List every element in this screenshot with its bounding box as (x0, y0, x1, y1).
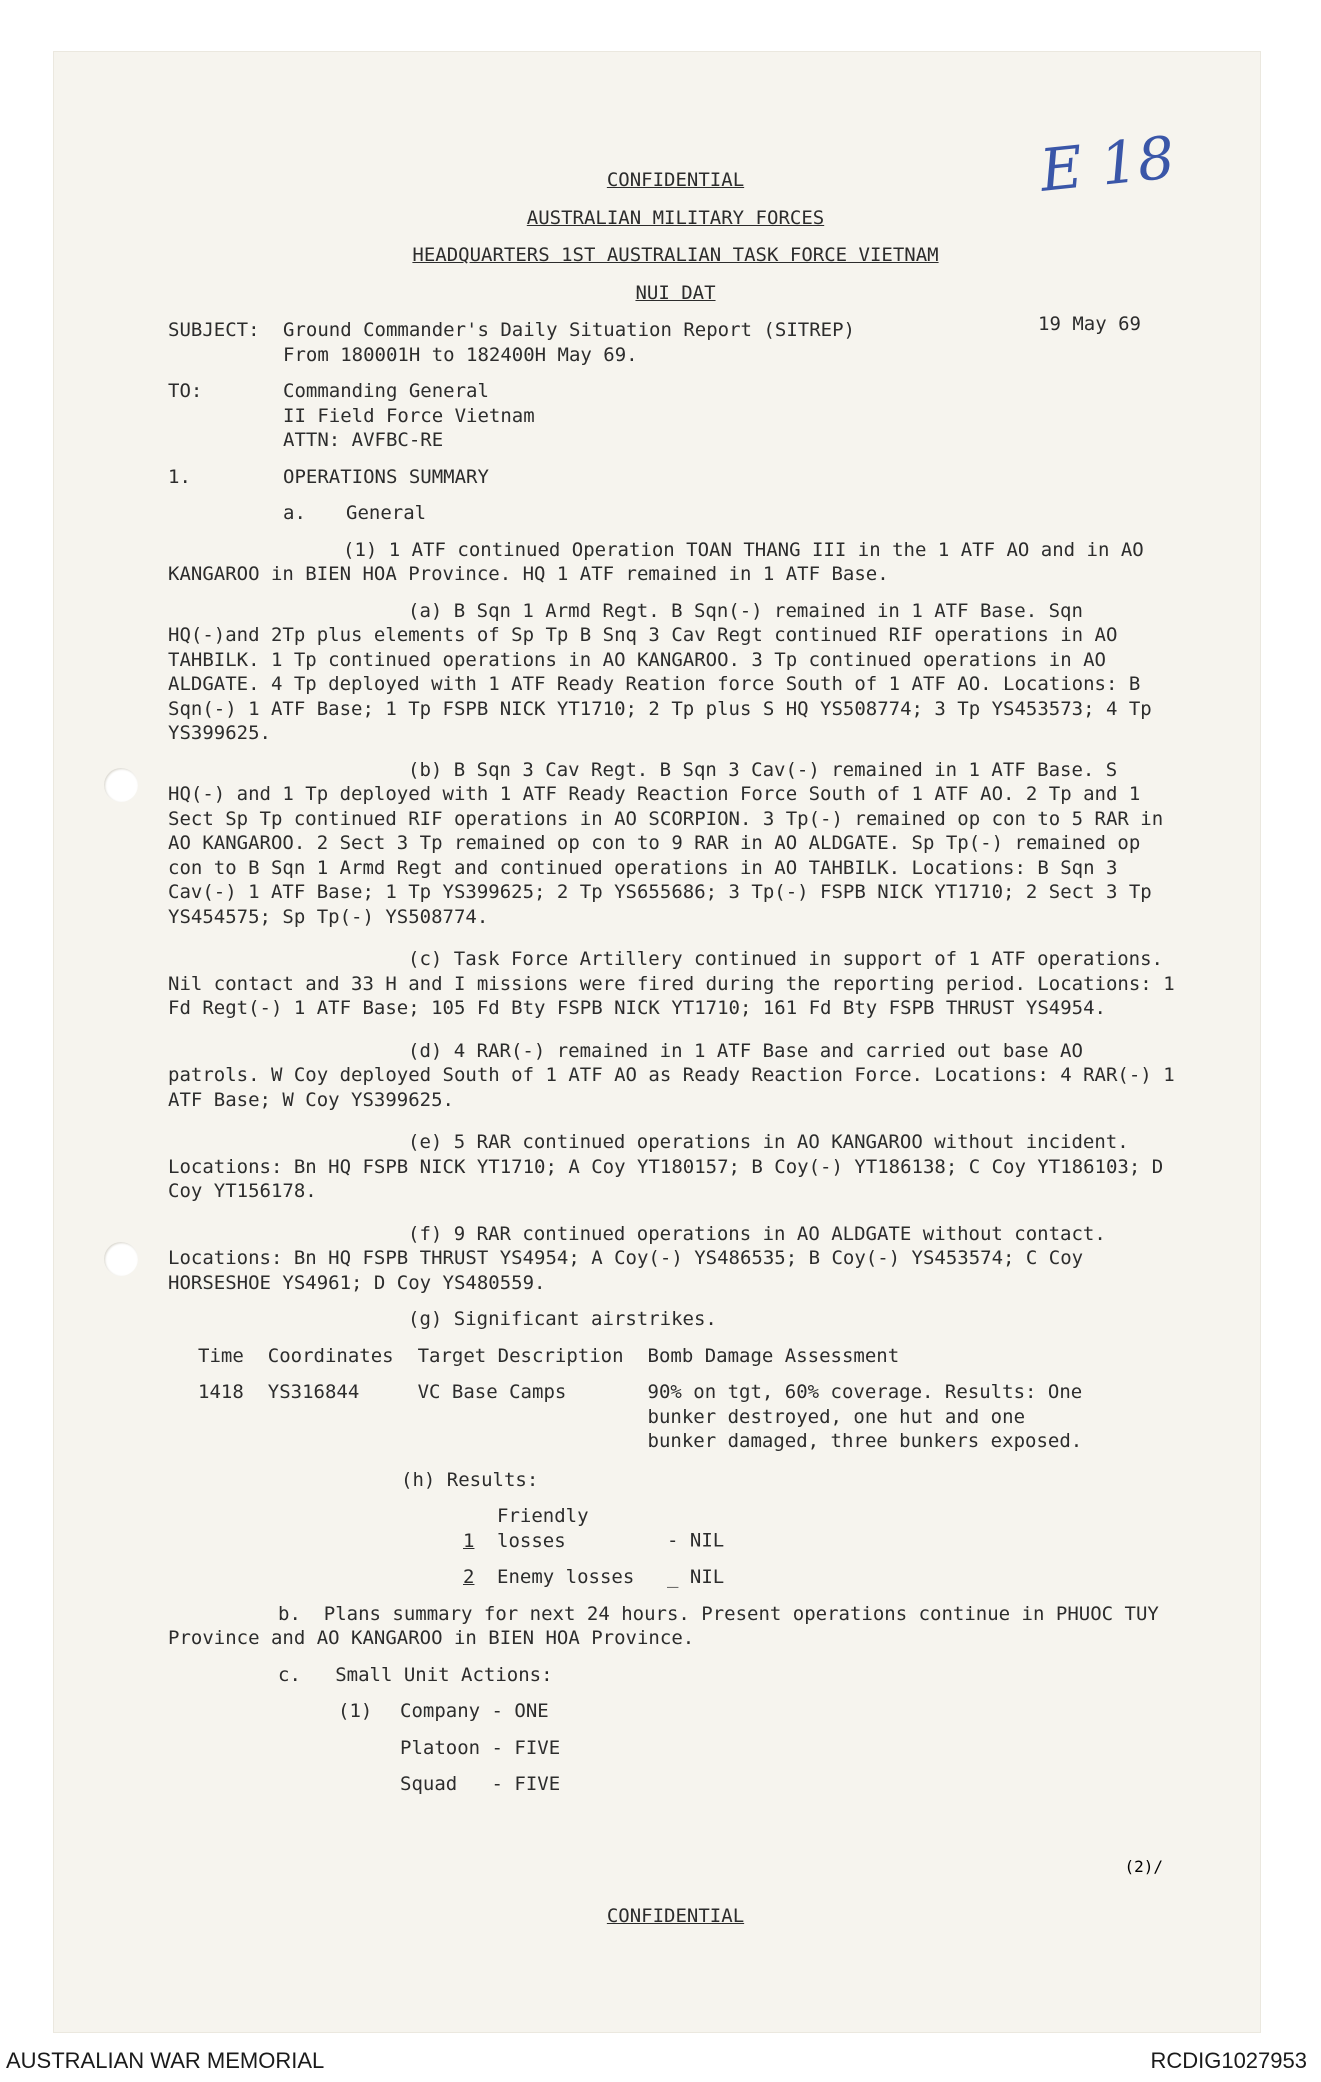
col-coordinates: Coordinates (267, 1344, 394, 1367)
plans-text: Plans summary for next 24 hours. Present operations continue in PHUOC TUY Province and AO KANGAROO in BIEN HOA Province. (168, 1602, 1171, 1649)
org-header: AUSTRALIAN MILITARY FORCES (526, 206, 825, 229)
hq-header: HEADQUARTERS 1ST AUSTRALIAN TASK FORCE VIETNAM (412, 244, 939, 266)
report-date: 19 May 69 (1038, 313, 1141, 335)
small-unit-item-label: (1) (338, 1700, 373, 1722)
result-1-value: - NIL (667, 1529, 725, 1552)
to-line-2: II Field Force Vietnam (283, 404, 535, 427)
paragraph-c: (c) Task Force Artillery continued in support of 1 ATF operations. Nil contact and 33 H and I missions were fired during the reporting period. Locations: 1 Fd Regt(-) 1 ATF Base; 105 Fd Bty FSPB NICK YT1710; 161 Fd Bty FSPB THRUST YS4954. (168, 948, 1187, 1019)
result-2-label: Enemy losses (497, 1566, 635, 1588)
result-1-label: Friendly losses (497, 1505, 589, 1552)
cell-target: VC Base Camps (417, 1381, 567, 1403)
company-count: Company - ONE (400, 1700, 549, 1722)
squad-count: Squad - FIVE (400, 1773, 561, 1795)
page-footer-area (168, 0, 1187, 2082)
platoon-count: Platoon - FIVE (400, 1736, 561, 1759)
handwritten-annotation: E 18 (1036, 123, 1178, 205)
cell-coordinates: YS316844 (267, 1381, 360, 1403)
cell-bda: 90% on tgt, 60% coverage. Results: One bunker destroyed, one hut and one bunker damaged, three bunkers exposed. (647, 1381, 1083, 1452)
col-target: Target Description (417, 1344, 624, 1367)
paragraph-d: (d) 4 RAR(-) remained in 1 ATF Base and carried out base AO patrols. W Coy deployed South of 1 ATF AO as Ready Reaction Force. Locations: 4 RAR(-) 1 ATF Base; W Coy YS399625. (168, 1039, 1187, 1111)
paragraph-g: (g) Significant airstrikes. (408, 1308, 717, 1330)
archive-id: RCDIG1027953 (1150, 2048, 1307, 2073)
subject-line-2: From 180001H to 182400H May 69. (283, 343, 638, 366)
to-label: TO: (168, 380, 203, 402)
subject-line-1: Ground Commander's Daily Situation Report (SITREP) (283, 319, 855, 341)
subsection-a-title: General (346, 502, 427, 524)
classification-footer: CONFIDENTIAL (606, 1905, 745, 1927)
archive-footer (0, 2046, 1321, 2076)
section-title: OPERATIONS SUMMARY (283, 465, 489, 488)
subsection-a-label: a. (283, 502, 306, 524)
section-number: 1. (168, 465, 191, 488)
plans-label: b. (278, 1602, 301, 1625)
paragraph-h: (h) Results: (401, 1468, 539, 1491)
punch-hole (104, 768, 138, 802)
punch-hole (104, 1242, 138, 1276)
classification-header: CONFIDENTIAL (606, 169, 745, 191)
location-header: NUI DAT (635, 281, 716, 304)
paragraph-1: (1) 1 ATF continued Operation TOAN THANG III in the 1 ATF AO and in AO KANGAROO in BIEN HOA Province. HQ 1 ATF remained in 1 ATF Base. (168, 538, 1156, 585)
to-line-3: ATTN: AVFBC-RE (283, 429, 444, 451)
col-bda: Bomb Damage Assessment (647, 1344, 900, 1367)
page-continuation: (2)/ (1124, 1857, 1163, 1876)
result-2-num: 2 (463, 1566, 475, 1588)
archive-name: AUSTRALIAN WAR MEMORIAL (6, 2048, 325, 2073)
cell-time: 1418 (198, 1381, 244, 1403)
small-unit-label: c. (278, 1663, 301, 1686)
small-unit-title: Small Unit Actions: (335, 1663, 553, 1686)
subject-label: SUBJECT: (168, 319, 260, 341)
result-2-value: _ NIL (667, 1566, 725, 1588)
paragraph-e: (e) 5 RAR continued operations in AO KANGAROO without incident. Locations: Bn HQ FSPB NICK YT1710; A Coy YT180157; B Coy(-) YT186138; C Coy YT186103; D Coy YT156178. (168, 1131, 1175, 1202)
paragraph-a: (a) B Sqn 1 Armd Regt. B Sqn(-) remained in 1 ATF Base. Sqn HQ(-)and 2Tp plus elements of Sp Tp B Snq 3 Cav Regt continued RIF operations in AO TAHBILK. 1 Tp continued operations in AO KANGAROO. 3 Tp continued operations in AO ALDGATE. 4 Tp deployed with 1 ATF Ready Reation force South of 1 ATF AO. Locations: B Sqn(-) 1 ATF Base; 1 Tp FSPB NICK YT1710; 2 Tp plus S HQ YS508774; 3 Tp YS453573; 4 Tp YS399625. (168, 599, 1164, 744)
col-time: Time (198, 1344, 244, 1367)
paragraph-b: (b) B Sqn 3 Cav Regt. B Sqn 3 Cav(-) remained in 1 ATF Base. S HQ(-) and 1 Tp deployed with 1 ATF Ready Reaction Force South of 1 ATF AO. 2 Tp and 1 Sect Sp Tp continued RIF operations in AO SCORPION. 3 Tp(-) remained op con to 5 RAR in AO KANGAROO. 2 Sect 3 Tp remained op con to 9 RAR in AO ALDGATE. Sp Tp(-) remained op con to B Sqn 1 Armd Regt and continued operations in AO TAHBILK. Locations: B Sqn 3 Cav(-) 1 ATF Base; 1 Tp YS399625; 2 Tp YS655686; 3 Tp(-) FSPB NICK YT1710; 2 Sect 3 Tp YS454575; Sp Tp(-) YS508774. (168, 758, 1175, 928)
paragraph-f: (f) 9 RAR continued operations in AO ALDGATE without contact. Locations: Bn HQ FSPB THRUST YS4954; A Coy(-) YS486535; B Coy(-) YS453574; C Coy HORSESHOE YS4961; D Coy YS480559. (168, 1222, 1118, 1294)
result-1-num: 1 (463, 1529, 475, 1552)
to-line-1: Commanding General (283, 380, 489, 402)
